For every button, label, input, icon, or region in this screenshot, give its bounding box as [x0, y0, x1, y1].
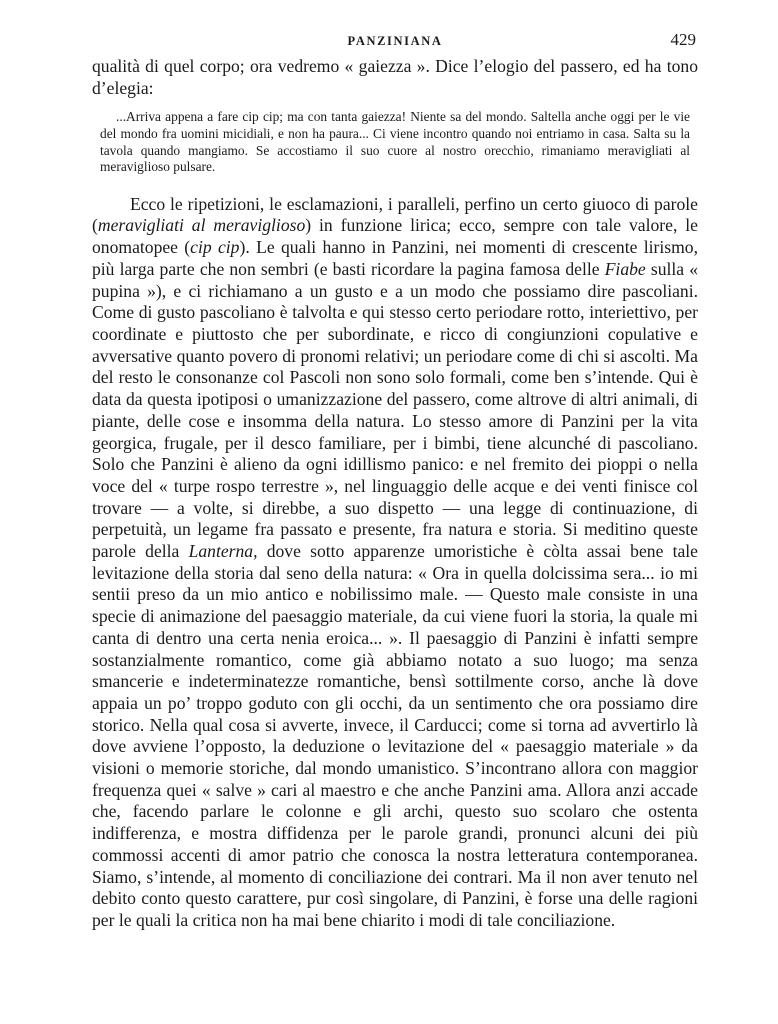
block-quote	[100, 109, 690, 175]
text-segment: dove sotto apparenze umoristiche è còlta assai bene tale levitazione della storia dal seno della natura: « Ora in quella dolcissima sera... io mi sentii preso da un mio antico e nobilissimo male. — Questo male consiste in una specie di animazione del paesaggio materiale, da cui viene fuori la storia, la quale mi canta di dentro una certa nenia eroica... ». Il paesaggio di Panzini è infatti sempre sostanzialmente romantico, come già abbiamo notato a suo luogo; ma senza smancerie e indeterminatezze romantiche, bensì sottilmente corso, anche là dove appaia un po’ troppo goduto con gli occhi, da un sentimento che ora possiamo dire storico. Nella qual cosa si avverte, invece, il Carducci; come si torna ad avvertirlo là dove avviene l’opposto, la deduzione o levitazione del « paesaggio materiale » da visioni o memorie storiche, dal mondo umanistico. S’incontrano allora con maggior frequenza quei « salve » cari al maestro e che anche Panzini ama. Allora anzi accade che, facendo parlare le colonne e gli archi, questo suo scolaro che ostenta indifferenza, e mostra diffidenza per le parole grandi, pronunci alcuni dei più commossi accenti di amor patrio che conosca la nostra letteratura contemporanea. Siamo, s’intende, al momento di conciliazione dei contrari. Ma il non aver tenuto nel debito conto questo carattere, pur così singolare, di Panzini, è forse una delle ragioni per le quali la critica non ha mai bene chiarito i modi di tale conciliazione.	[92, 541, 698, 930]
page-number: 429	[670, 30, 696, 49]
intro-paragraph: qualità di quel corpo; ora vedremo « gaiezza ». Dice l’elogio del passero, ed ha tono d’elegia:	[92, 56, 698, 98]
main-body	[92, 194, 698, 932]
quote-text: ...Arriva appena a fare cip cip; ma con tanta gaiezza! Niente sa del mondo. Saltella anche oggi per le vie del mondo fra uomini micidiali, e non ha paura... Ci viene incontro quando noi entriamo in casa. Salta su la tavola quando mangiamo. Se accostiamo il suo cuore al nostro orecchio, rimaniamo meravigliati al meraviglioso pulsare.	[100, 109, 690, 175]
main-paragraph	[92, 194, 698, 932]
italic-title: Fiabe	[604, 258, 646, 279]
text-segment: sulla « pupina »), e ci richiamano a un gusto e a un modo che possiamo dire pascoliani. Come di gusto pascoliano è talvolta e qui stesso certo periodare rotto, interiettivo, per coordinate e piuttosto che per subordinate, e ricco di congiunzioni copulative e avversative quanto povero di pronomi relativi; un periodare come di chi si ascolti. Ma del resto le consonanze col Pascoli non sono solo formali, come ben s’intende. Qui è data da questa ipotiposi o umanizzazione del passero, come altrove di altri animali, di piante, delle cose e insomma della natura. Lo stesso amore di Panzini per la vita georgica, frugale, per il desco familiare, per i bimbi, tiene alcunché di pascoliano. Solo che Panzini è alieno da ogni idillismo panico: e nel fremito dei pioppi o nella voce del « turpe rospo terrestre », nel linguaggio delle acque e dei venti finisce col trovare — a volte, si direbbe, a suo dispetto — una legge di continuazione, di perpetuità, un legame fra passato e presente, fra natura e storia. Si meditino queste parole della	[92, 258, 698, 562]
italic-title: Lanterna,	[188, 541, 258, 562]
text-segment: Ecco le ripetizioni, le esclamazioni, i paralleli, perfino un certo giuoco di parole (	[92, 193, 698, 236]
text-segment: ). Le quali hanno in Panzini, nei momenti di crescente lirismo, più larga parte che non sembri (e basti ricordare la pagina famosa delle	[92, 237, 698, 279]
body-text	[92, 56, 698, 99]
text-segment: ) in funzione lirica; ecco, sempre con tale valore, le onomatopee (	[92, 215, 698, 258]
book-page	[92, 30, 698, 932]
running-header	[92, 30, 698, 56]
italic-phrase: meravigliati al meraviglioso	[97, 215, 306, 236]
italic-phrase: cip cip	[190, 237, 240, 258]
running-title: PANZINIANA	[347, 34, 443, 48]
